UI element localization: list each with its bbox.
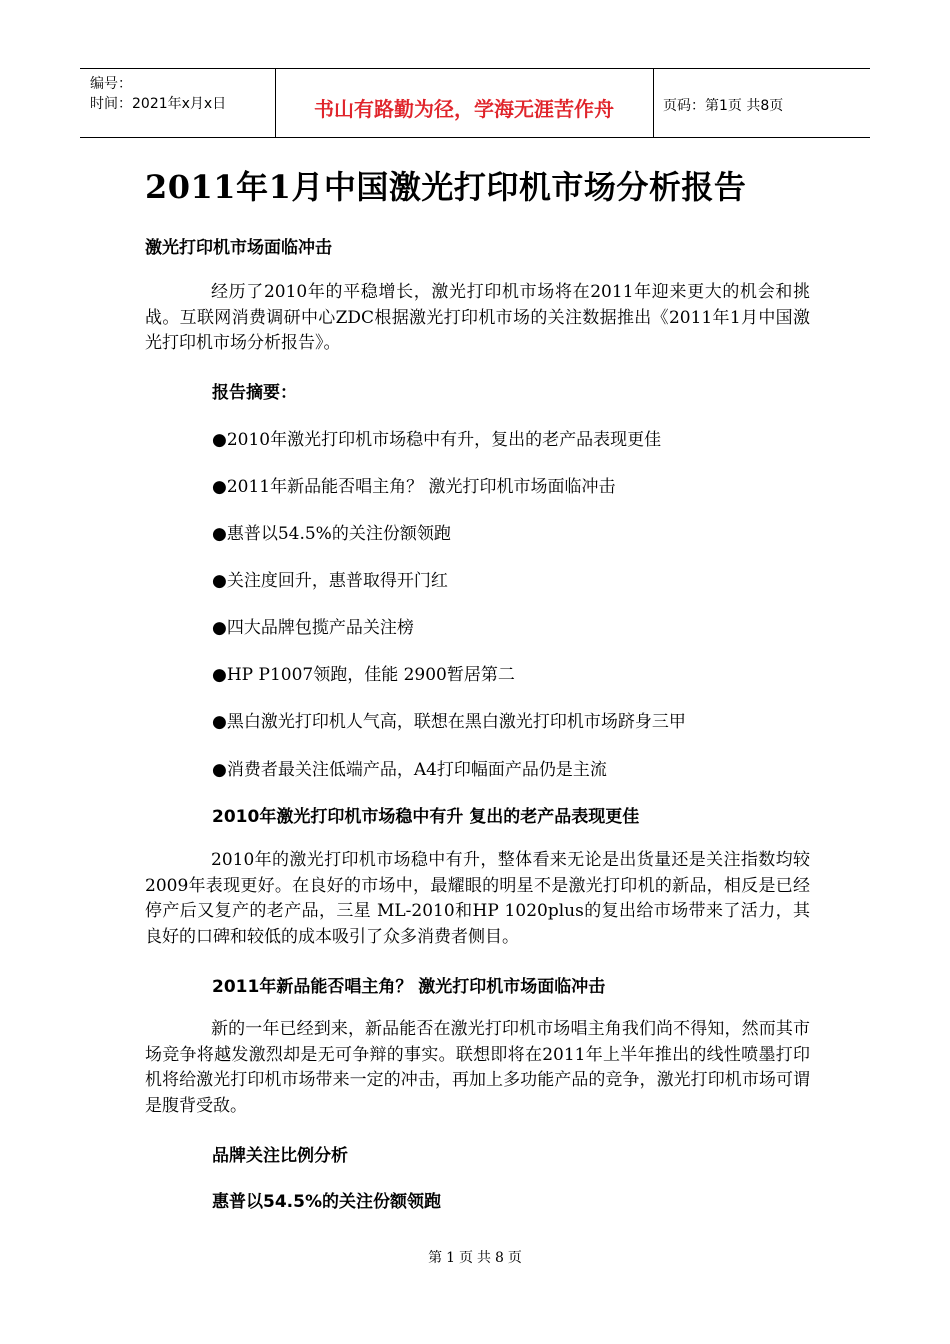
header-motto-cell xyxy=(275,69,654,137)
summary-bullet: ●四大品牌包揽产品关注榜 xyxy=(212,618,414,638)
summary-bullet: ●2010年激光打印机市场稳中有升，复出的老产品表现更佳 xyxy=(212,430,662,450)
time-label: 时间：2021年x月x日 xyxy=(90,96,227,112)
section2-heading: 2010年激光打印机市场稳中有升 复出的老产品表现更佳 xyxy=(212,807,640,827)
header-page-cell xyxy=(653,69,870,137)
footer-page-number: 1 xyxy=(446,1250,455,1266)
section1-heading: 激光打印机市场面临冲击 xyxy=(145,238,332,258)
section3-heading: 2011年新品能否唱主角？ 激光打印机市场面临冲击 xyxy=(212,977,606,997)
header-meta-cell xyxy=(80,69,276,137)
summary-bullet: ●2011年新品能否唱主角？ 激光打印机市场面临冲击 xyxy=(212,477,616,497)
section4-subheading: 惠普以54.5%的关注份额领跑 xyxy=(212,1192,441,1212)
motto: 书山有路勤为径，学海无涯苦作舟 xyxy=(314,97,614,121)
section1-paragraph: 经历了2010年的平稳增长，激光打印机市场将在2011年迎来更大的机会和挑战。互联网消费调研中心ZDC根据激光打印机市场的关注数据推出《2011年1月中国激光打印机市场分析报告》。 xyxy=(145,282,810,353)
footer-label-page: 第 xyxy=(428,1250,443,1266)
summary-bullet: ●惠普以54.5%的关注份额领跑 xyxy=(212,524,451,544)
summary-bullet: ●关注度回升，惠普取得开门红 xyxy=(212,571,448,591)
page-header xyxy=(80,68,870,138)
summary-bullet: ●消费者最关注低端产品，A4打印幅面产品仍是主流 xyxy=(212,760,607,780)
summary-bullet: ●黑白激光打印机人气高，联想在黑白激光打印机市场跻身三甲 xyxy=(212,712,686,732)
page-info: 页码：第1页 共8页 xyxy=(663,98,784,114)
section3-paragraph: 新的一年已经到来，新品能否在激光打印机市场唱主角我们尚不得知，然而其市场竞争将越发激烈却是无可争辩的事实。联想即将在2011年上半年推出的线性喷墨打印机将给激光打印机市场带来一定的冲击，再加上多功能产品的竞争，激光打印机市场可谓是腹背受敌。 xyxy=(145,1019,810,1116)
footer-label-unit: 页 xyxy=(459,1250,473,1266)
document-title: 2011年1月中国激光打印机市场分析报告 xyxy=(145,168,747,206)
footer-label-total: 共 xyxy=(477,1250,491,1266)
summary-heading: 报告摘要： xyxy=(212,383,297,403)
footer-label-unit2: 页 xyxy=(507,1250,522,1266)
summary-bullet: ●HP P1007领跑，佳能 2900暂居第二 xyxy=(212,665,515,685)
footer-total-pages: 8 xyxy=(495,1250,504,1266)
page-footer xyxy=(0,1247,950,1267)
number-label: 编号： xyxy=(90,76,132,92)
section4-heading: 品牌关注比例分析 xyxy=(212,1146,348,1166)
section2-paragraph: 2010年的激光打印机市场稳中有升，整体看来无论是出货量还是关注指数均较2009年表现更好。在良好的市场中，最耀眼的明星不是激光打印机的新品，相反是已经停产后又复产的老产品，三星 ML-2010和HP 1020plus的复出给市场带来了活力，其良好的口碑和较低的成本吸引了众多消费者侧目。 xyxy=(145,850,810,947)
